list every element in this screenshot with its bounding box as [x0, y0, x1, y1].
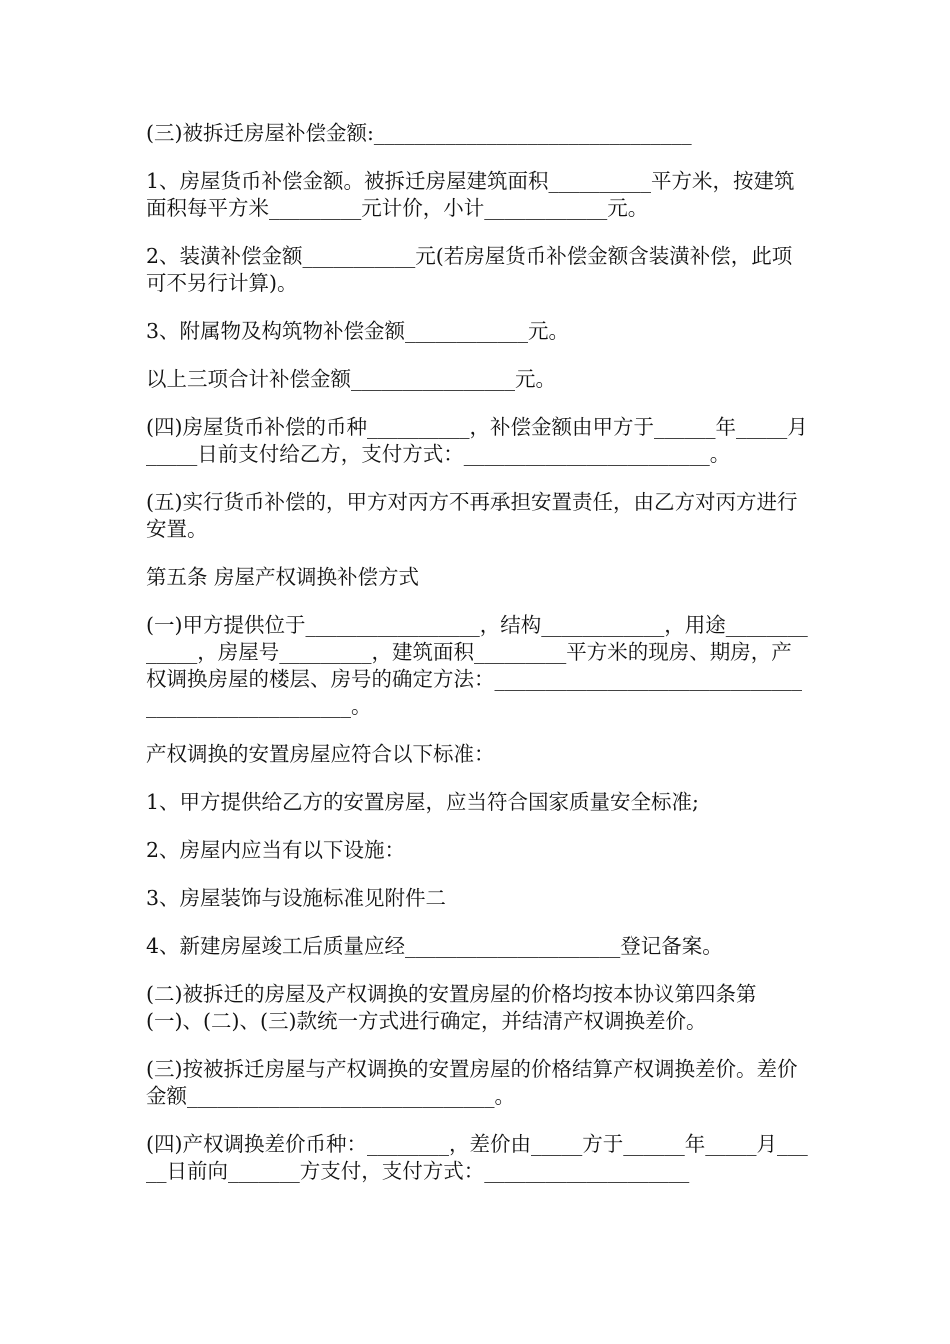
article-heading: 第五条 房屋产权调换补偿方式 — [146, 565, 420, 589]
paragraph-monetary-compensation: 1、房屋货币补偿金额。被拆迁房屋建筑面积__________平方米，按建筑面积每平方米_________元计价，小计____________元。 — [146, 169, 795, 220]
paragraph-difference-currency: (四)产权调换差价币种：________，差价由_____方于______年_____月_____日前向_______方支付，支付方式：____________________ — [146, 1132, 808, 1183]
paragraph-standard-4: 4、新建房屋竣工后质量应经_____________________登记备案。 — [146, 934, 723, 958]
paragraph-attachment-compensation: 3、附属物及构筑物补偿金额____________元。 — [146, 319, 570, 343]
paragraph-standard-1: 1、甲方提供给乙方的安置房屋，应当符合国家质量安全标准; — [146, 790, 699, 814]
paragraph-no-resettlement: (五)实行货币补偿的，甲方对丙方不再承担安置责任，由乙方对丙方进行安置。 — [146, 490, 798, 541]
paragraph-property-location: (一)甲方提供位于_________________，结构____________，用途_____________，房屋号_________，建筑面积_________平方米的现房、期房，产权调换房屋的楼层、房号的确定方法：__________________________________________________。 — [146, 613, 808, 718]
paragraph-decoration-compensation: 2、装潢补偿金额___________元(若房屋货币补偿金额含装潢补偿，此项可不另行计算)。 — [146, 244, 793, 295]
document-page — [146, 120, 810, 1206]
paragraph-standard-3: 3、房屋装饰与设施标准见附件二 — [146, 886, 447, 910]
paragraph-price-difference: (三)按被拆迁房屋与产权调换的安置房屋的价格结算产权调换差价。差价金额______________________________。 — [146, 1057, 798, 1108]
paragraph-price-determination: (二)被拆迁的房屋及产权调换的安置房屋的价格均按本协议第四条第(一)、(二)、(三)款统一方式进行确定，并结清产权调换差价。 — [146, 982, 757, 1033]
paragraph-total-compensation: 以上三项合计补偿金额________________元。 — [146, 367, 556, 391]
paragraph-currency-payment: (四)房屋货币补偿的币种__________，补偿金额由甲方于______年_____月_____日前支付给乙方，支付方式：________________________。 — [146, 415, 808, 466]
paragraph-standard-2: 2、房屋内应当有以下设施： — [146, 838, 406, 862]
paragraph-compensation-amount: (三)被拆迁房屋补偿金额:_______________________________ — [146, 121, 692, 145]
paragraph-standards-intro: 产权调换的安置房屋应符合以下标准： — [146, 742, 495, 766]
